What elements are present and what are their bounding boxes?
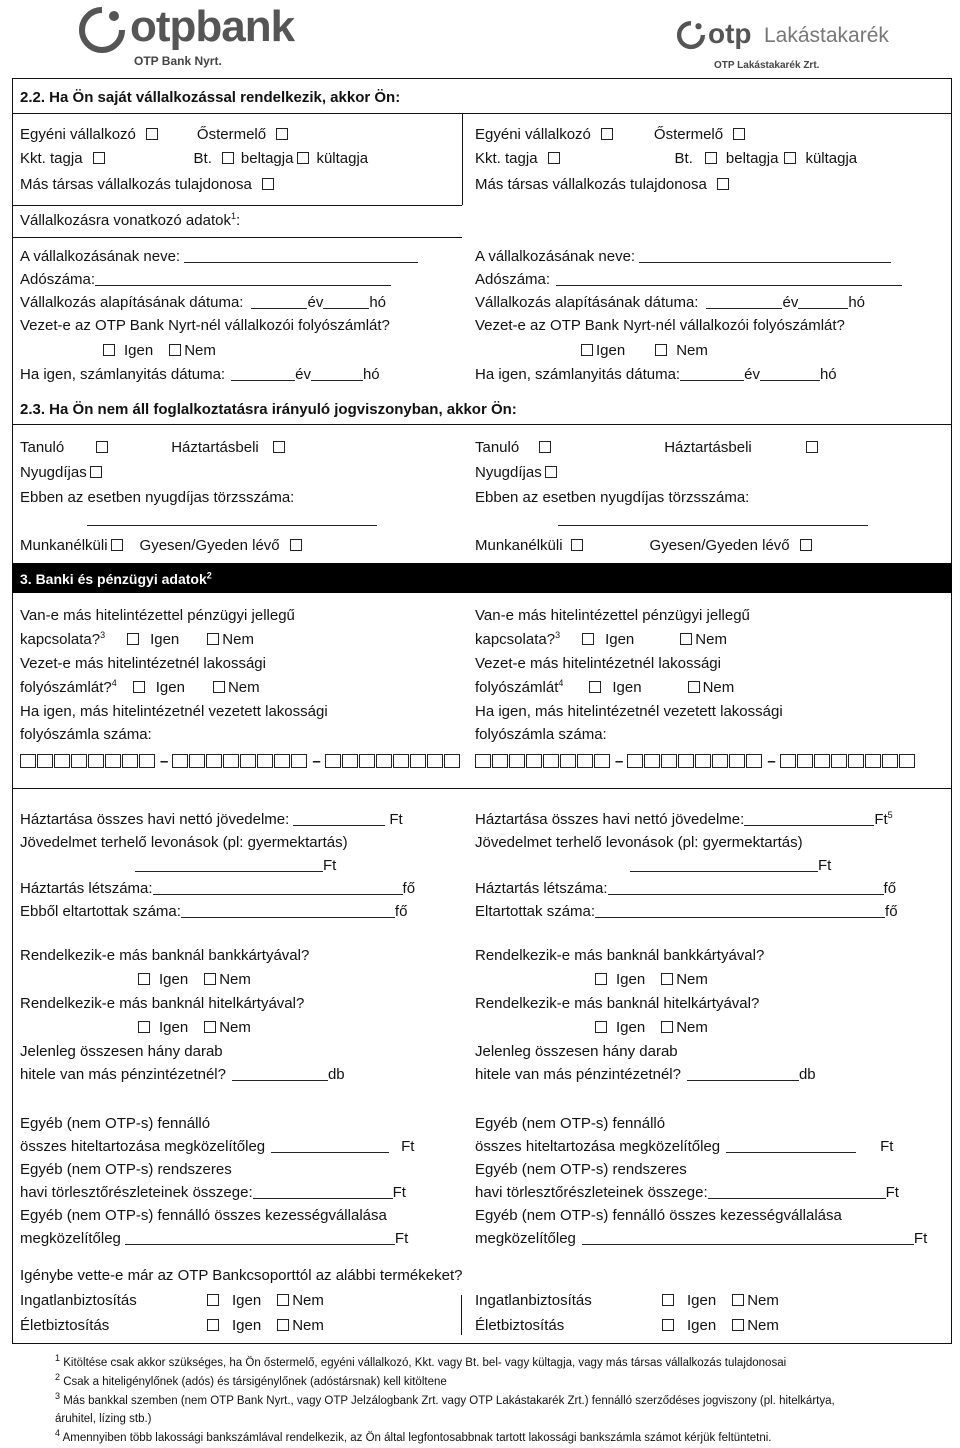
kkt-bt-row: Kkt. tagja Bt. beltagja kültagja <box>20 150 369 167</box>
account-digit-box[interactable] <box>189 754 205 768</box>
other-bank-account-answer: folyószámlát?$^4$ Igen Nem <box>20 678 260 696</box>
pension-id-field-2[interactable] <box>558 525 868 526</box>
other-bank-account-detail-2: Ha igen, más hitelintézetnél vezetett lakossági <box>475 703 783 720</box>
other-bank-relation-answer-2: kapcsolata?$^3$ Igen Nem <box>475 630 727 648</box>
account-digit-box[interactable] <box>54 754 70 768</box>
section-2-2-title: 2.2. Ha Ön saját vállalkozással rendelkezik, akkor Ön: <box>20 89 401 106</box>
otp-bank-wordmark: otpbank <box>130 2 295 51</box>
bank-card-answer-2: Igen Nem <box>592 970 708 990</box>
account-digit-box[interactable] <box>594 754 610 768</box>
account-digit-box[interactable] <box>695 754 711 768</box>
account-dash: – <box>767 753 776 770</box>
footnote-1: $^1$ Kitöltése csak akkor szükséges, ha Ön őstermelő, egyéni vállalkozó, Kkt. vagy Bt. bel- vagy kültagja, vagy más társas vállalkozás tulajdonosai <box>55 1353 787 1369</box>
account-digit-box[interactable] <box>661 754 677 768</box>
checkbox[interactable] <box>277 1294 289 1306</box>
otp-bank-symbol-icon <box>78 6 126 54</box>
checkbox[interactable] <box>127 633 139 645</box>
pension-id-field[interactable] <box>87 525 377 526</box>
account-digit-box[interactable] <box>526 754 542 768</box>
installments-label: Egyéb (nem OTP-s) rendszeres <box>20 1161 232 1178</box>
account-digit-box[interactable] <box>797 754 813 768</box>
section-2-3-title: 2.3. Ha Ön nem áll foglalkoztatásra irányuló jogviszonyban, akkor Ön: <box>20 401 517 418</box>
checkbox[interactable] <box>732 1319 744 1331</box>
bank-card-answer: Igen Nem <box>135 970 251 990</box>
guarantee-field-2: megközelítőleg Ft <box>475 1230 928 1247</box>
checkbox[interactable] <box>169 344 181 356</box>
checkbox[interactable] <box>688 681 700 693</box>
footnote-3: $^3$ Más bankkal szemben (nem OTP Bank Nyrt., vagy OTP Jelzálogbank Zrt. vagy OTP Lakástakarék Zrt.) fennálló szerződéses jogviszony (pl. hitelkártya, <box>55 1391 835 1407</box>
property-insurance-row-2: Ingatlanbiztosítás Igen Nem <box>475 1292 779 1309</box>
account-digit-box[interactable] <box>88 754 104 768</box>
student-homemaker-row-2: Tanuló Háztartásbeli <box>475 438 821 458</box>
checkbox[interactable] <box>662 1319 674 1331</box>
account-dash: – <box>312 753 321 770</box>
entrepreneur-type-row-2: Egyéni vállalkozó Őstermelő <box>475 125 748 145</box>
credit-card-answer-2: Igen Nem <box>592 1018 708 1038</box>
account-dash: – <box>615 753 624 770</box>
otp-account-answer-2: Igen Nem <box>578 341 708 361</box>
founding-date-field: Vállalkozás alapításának dátuma: év hó <box>20 294 387 311</box>
checkbox[interactable] <box>806 441 818 453</box>
company-name-field: A vállalkozásának neve: <box>20 247 418 267</box>
account-digit-box[interactable] <box>291 754 307 768</box>
otp-bank-subtitle: OTP Bank Nyrt. <box>134 54 222 68</box>
account-digit-box[interactable] <box>780 754 796 768</box>
pension-id-label-2: Ebben az esetben nyugdíjas törzsszáma: <box>475 489 750 506</box>
life-insurance-row: Életbiztosítás Igen Nem <box>20 1317 324 1334</box>
lakastakarek-subtitle: OTP Lakástakarék Zrt. <box>714 60 820 71</box>
otp-account-answer: Igen Nem <box>100 341 216 361</box>
household-size-field: Háztartás létszáma: fő <box>20 880 416 897</box>
income-deductions-label-2: Jövedelmet terhelő levonások (pl: gyermektartás) <box>475 834 803 851</box>
footnote-4: $^4$ Amennyiben több lakossági bankszámlával rendelkezik, az Ön által legfontosabbnak tartott lakossági bankszámla számot kérjük feltüntetni. <box>55 1428 772 1444</box>
checkbox[interactable] <box>581 344 593 356</box>
unemployed-row-2: Munkanélküli Gyesen/Gyeden lévő <box>475 536 815 556</box>
account-digit-box[interactable] <box>139 754 155 768</box>
kkt-bt-row-2: Kkt. tagja Bt. beltagja kültagja <box>475 150 858 167</box>
founding-date-field-2: Vállalkozás alapításának dátuma: év hó <box>475 294 866 311</box>
tax-number-field: Adószáma: <box>20 270 391 290</box>
income-deductions-field-2: Ft <box>630 856 831 876</box>
account-digit-box[interactable] <box>814 754 830 768</box>
credit-card-answer: Igen Nem <box>135 1018 251 1038</box>
account-digit-box[interactable] <box>20 754 36 768</box>
loan-count-label: Jelenleg összesen hány darab <box>20 1043 223 1060</box>
checkbox[interactable] <box>277 1319 289 1331</box>
installments-field: havi törlesztőrészleteinek összege: Ft <box>20 1184 406 1201</box>
otp-symbol-icon <box>676 20 706 50</box>
income-deductions-field: Ft <box>135 856 336 876</box>
other-bank-account-detail: Ha igen, más hitelintézetnél vezetett lakossági <box>20 703 328 720</box>
checkbox[interactable] <box>595 973 607 985</box>
account-digit-box[interactable] <box>240 754 256 768</box>
dependents-field: Ebből eltartottak száma: fő <box>20 903 408 920</box>
checkbox[interactable] <box>204 973 216 985</box>
checkbox[interactable] <box>655 344 667 356</box>
account-digit-box[interactable] <box>712 754 728 768</box>
entrepreneur-type-row: Egyéni vállalkozó Őstermelő <box>20 125 291 145</box>
company-data-label: Vállalkozásra vonatkozó adatok$^1$: <box>20 211 241 229</box>
tax-number-field-2: Adószáma: <box>475 270 902 290</box>
footnote-3-cont: áruhitel, lízing stb.) <box>55 1413 152 1425</box>
account-digit-box[interactable] <box>325 754 341 768</box>
checkbox[interactable] <box>582 633 594 645</box>
footnote-2: $^2$ Csak a hiteligénylőnek (adós) és társigénylőnek (adóstársnak) kell kitöltene <box>55 1372 447 1388</box>
account-digit-box[interactable] <box>223 754 239 768</box>
otp-products-q: Igénybe vette-e már az OTP Bankcsoporttól az alábbi termékeket? <box>20 1267 463 1284</box>
account-digit-box[interactable] <box>627 754 643 768</box>
checkbox[interactable] <box>222 152 234 164</box>
other-debt-label-2: Egyéb (nem OTP-s) fennálló <box>475 1115 666 1132</box>
account-digit-box[interactable] <box>206 754 222 768</box>
account-digit-box[interactable] <box>122 754 138 768</box>
checkbox[interactable] <box>800 539 812 551</box>
checkbox[interactable] <box>133 681 145 693</box>
account-digit-box[interactable] <box>71 754 87 768</box>
pensioner-row: Nyugdíjas <box>20 463 105 483</box>
account-digit-box[interactable] <box>410 754 426 768</box>
checkbox[interactable] <box>138 1021 150 1033</box>
lakastakarek-wordmark: Lakástakarék <box>764 24 889 47</box>
income-deductions-label: Jövedelmet terhelő levonások (pl: gyermektartás) <box>20 834 348 851</box>
checkbox[interactable] <box>207 633 219 645</box>
student-homemaker-row: Tanuló Háztartásbeli <box>20 438 288 458</box>
account-digit-box[interactable] <box>560 754 576 768</box>
otp-account-question-2: Vezet-e az OTP Bank Nyrt-nél vállalkozói folyószámlát? <box>475 317 845 334</box>
loan-count-field-2: hitele van más pénzintézetnél? db <box>475 1066 816 1083</box>
loan-count-label-2: Jelenleg összesen hány darab <box>475 1043 678 1060</box>
account-digit-box[interactable] <box>746 754 762 768</box>
otp-bank-logo <box>78 4 328 68</box>
checkbox[interactable] <box>262 178 274 190</box>
account-digit-box[interactable] <box>729 754 745 768</box>
checkbox[interactable] <box>207 1319 219 1331</box>
otp-account-question: Vezet-e az OTP Bank Nyrt-nél vállalkozói folyószámlát? <box>20 317 390 334</box>
account-digit-box[interactable] <box>678 754 694 768</box>
account-digit-box[interactable] <box>172 754 188 768</box>
checkbox[interactable] <box>601 128 613 140</box>
checkbox[interactable] <box>204 1021 216 1033</box>
account-digit-box[interactable] <box>274 754 290 768</box>
checkbox[interactable] <box>680 633 692 645</box>
account-digit-box[interactable] <box>509 754 525 768</box>
account-dash: – <box>160 753 169 770</box>
other-bank-relation-q-2: Van-e más hitelintézettel pénzügyi jellegű <box>475 607 750 624</box>
other-bank-account-answer-2: folyószámlát$^4$ Igen Nem <box>475 678 735 696</box>
other-bank-account-q-2: Vezet-e más hitelintézetnél lakossági <box>475 655 721 672</box>
otp-lakastakarek-logo <box>676 16 946 76</box>
checkbox[interactable] <box>146 128 158 140</box>
checkbox[interactable] <box>548 152 560 164</box>
checkbox[interactable] <box>733 128 745 140</box>
account-opening-date-field: Ha igen, számlanyitás dátuma: év hó <box>20 366 380 383</box>
account-digit-box[interactable] <box>492 754 508 768</box>
account-digit-box[interactable] <box>543 754 559 768</box>
account-digit-box[interactable] <box>359 754 375 768</box>
checkbox[interactable] <box>732 1294 744 1306</box>
account-digit-box[interactable] <box>37 754 53 768</box>
checkbox[interactable] <box>571 539 583 551</box>
other-bank-relation-answer: kapcsolata?$^3$ Igen Nem <box>20 630 254 648</box>
checkbox[interactable] <box>96 441 108 453</box>
other-debt-field: összes hiteltartozása megközelítőleg Ft <box>20 1138 415 1155</box>
checkbox[interactable] <box>661 973 673 985</box>
installments-label-2: Egyéb (nem OTP-s) rendszeres <box>475 1161 687 1178</box>
checkbox[interactable] <box>539 441 551 453</box>
checkbox[interactable] <box>103 344 115 356</box>
bank-card-q: Rendelkezik-e más banknál bankkártyával? <box>20 947 310 964</box>
account-opening-date-field-2: Ha igen, számlanyitás dátuma: év hó <box>475 366 837 383</box>
account-number-boxes-2[interactable] <box>475 752 916 772</box>
pensioner-row-2: Nyugdíjas <box>475 463 560 483</box>
account-number-label: folyószámla száma: <box>20 726 152 743</box>
household-income-field-2: Háztartása összes havi nettó jövedelme: Ft$^5$ <box>475 810 893 828</box>
account-digit-box[interactable] <box>342 754 358 768</box>
checkbox[interactable] <box>297 152 309 164</box>
account-digit-box[interactable] <box>577 754 593 768</box>
property-insurance-row: Ingatlanbiztosítás Igen Nem <box>20 1292 324 1309</box>
household-size-field-2: Háztartás létszáma: fő <box>475 880 897 897</box>
account-digit-box[interactable] <box>105 754 121 768</box>
checkbox[interactable] <box>273 441 285 453</box>
life-insurance-row-2: Életbiztosítás Igen Nem <box>475 1317 779 1334</box>
credit-card-q-2: Rendelkezik-e más banknál hitelkártyával? <box>475 995 760 1012</box>
checkbox[interactable] <box>661 1021 673 1033</box>
installments-field-2: havi törlesztőrészleteinek összege: Ft <box>475 1184 899 1201</box>
other-bank-account-q: Vezet-e más hitelintézetnél lakossági <box>20 655 266 672</box>
account-number-boxes[interactable] <box>20 752 461 772</box>
checkbox[interactable] <box>717 178 729 190</box>
unemployed-row: Munkanélküli Gyesen/Gyeden lévő <box>20 536 305 556</box>
pension-id-label: Ebben az esetben nyugdíjas törzsszáma: <box>20 489 295 506</box>
account-digit-box[interactable] <box>257 754 273 768</box>
account-digit-box[interactable] <box>475 754 491 768</box>
household-income-field: Háztartása összes havi nettó jövedelme: Ft <box>20 811 403 828</box>
company-name-field-2: A vállalkozásának neve: <box>475 247 891 267</box>
other-company-row-2: Más társas vállalkozás tulajdonosa <box>475 175 732 195</box>
account-number-label-2: folyószámla száma: <box>475 726 607 743</box>
guarantee-label: Egyéb (nem OTP-s) fennálló összes kezességvállalása <box>20 1207 387 1224</box>
checkbox[interactable] <box>90 466 102 478</box>
account-digit-box[interactable] <box>427 754 443 768</box>
guarantee-field: megközelítőleg Ft <box>20 1230 409 1247</box>
account-digit-box[interactable] <box>393 754 409 768</box>
dependents-field-2: Eltartottak száma: fő <box>475 903 898 920</box>
credit-card-q: Rendelkezik-e más banknál hitelkártyával? <box>20 995 305 1012</box>
checkbox[interactable] <box>276 128 288 140</box>
otp-wordmark: otp <box>708 18 752 49</box>
checkbox[interactable] <box>213 681 225 693</box>
checkbox[interactable] <box>111 539 123 551</box>
account-digit-box[interactable] <box>831 754 847 768</box>
other-bank-relation-q: Van-e más hitelintézettel pénzügyi jellegű <box>20 607 295 624</box>
account-digit-box[interactable] <box>865 754 881 768</box>
other-company-row: Más társas vállalkozás tulajdonosa <box>20 175 277 195</box>
bank-card-q-2: Rendelkezik-e más banknál bankkártyával? <box>475 947 765 964</box>
checkbox[interactable] <box>784 152 796 164</box>
checkbox[interactable] <box>589 681 601 693</box>
checkbox[interactable] <box>595 1021 607 1033</box>
account-digit-box[interactable] <box>376 754 392 768</box>
checkbox[interactable] <box>207 1294 219 1306</box>
checkbox[interactable] <box>138 973 150 985</box>
account-digit-box[interactable] <box>899 754 915 768</box>
checkbox[interactable] <box>93 152 105 164</box>
loan-count-field: hitele van más pénzintézetnél? db <box>20 1066 345 1083</box>
checkbox[interactable] <box>545 466 557 478</box>
other-debt-field-2: összes hiteltartozása megközelítőleg Ft <box>475 1138 894 1155</box>
account-digit-box[interactable] <box>882 754 898 768</box>
guarantee-label-2: Egyéb (nem OTP-s) fennálló összes kezességvállalása <box>475 1207 842 1224</box>
account-digit-box[interactable] <box>848 754 864 768</box>
checkbox[interactable] <box>705 152 717 164</box>
account-digit-box[interactable] <box>644 754 660 768</box>
section-3-title: 3. Banki és pénzügyi adatok$^2$ <box>20 570 212 587</box>
checkbox[interactable] <box>290 539 302 551</box>
checkbox[interactable] <box>662 1294 674 1306</box>
account-digit-box[interactable] <box>444 754 460 768</box>
other-debt-label: Egyéb (nem OTP-s) fennálló <box>20 1115 211 1132</box>
